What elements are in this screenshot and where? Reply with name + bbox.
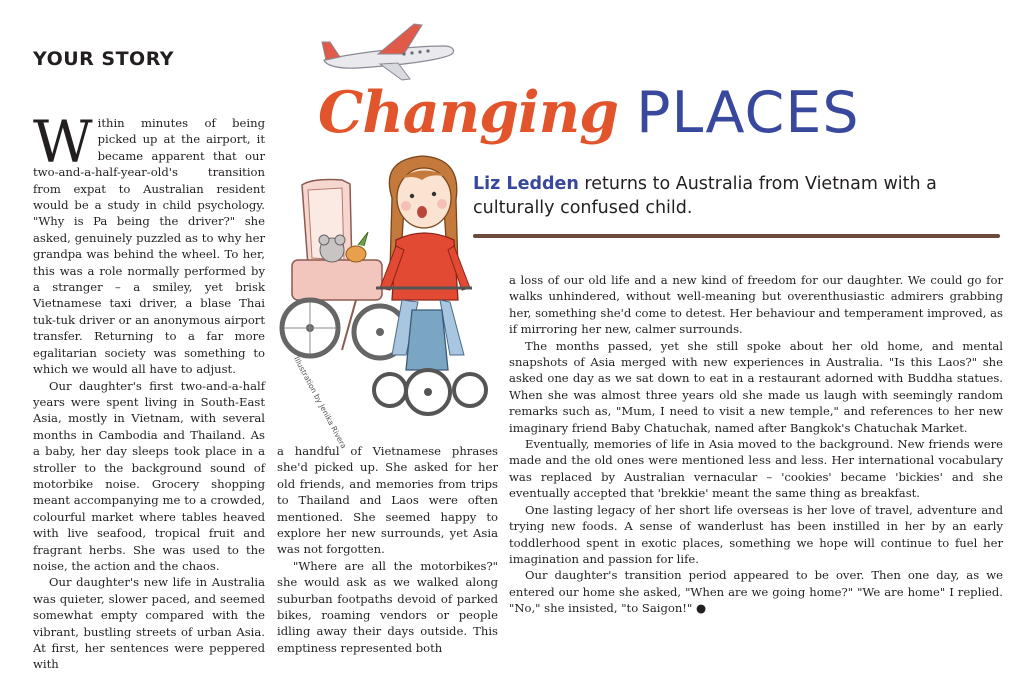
paragraph: Our daughter's transition period appeared to be over. Then one day, as we entered our home she asked, "When are we going home?" "We are home" I replied. "No," she insisted, "to Saigon!" ●	[509, 568, 1003, 616]
article-column-2	[277, 443, 498, 656]
headline	[318, 79, 860, 146]
standfirst	[473, 172, 993, 220]
paragraph: One lasting legacy of her short life overseas is her love of travel, adventure and trying new foods. A sense of wanderlust has been instilled in her by an early toddlerhood spent in exotic places, something we hope will continue to fuel her imagination and passion for life.	[509, 502, 1003, 566]
article-column-1	[33, 108, 265, 673]
headline-changing: Changing	[318, 79, 618, 146]
headline-places: PLACES	[636, 80, 860, 146]
divider-rule	[473, 234, 1000, 238]
paragraph: Our daughter's first two-and-a-half years were spent living in South-East Asia, mostly in Vietnam, with several months in Cambodia and Thailand. As a baby, her day sleeps took place in a stroller to the background sound of motorbike noise. Grocery shopping meant accompanying me to a crowded, colourful market where tables heaved with live seafood, tropical fruit and fragrant herbs. She was used to the noise, the action and the chaos.	[33, 378, 265, 573]
paragraph: a loss of our old life and a new kind of freedom for our daughter. We could go for walks unhindered, without well-meaning but overenthusiastic admirers grabbing her, something she'd come to detest. Her behaviour and temperament improved, as if mirroring her new, calmer surrounds.	[509, 273, 1003, 337]
author-name: Liz Ledden	[473, 174, 579, 194]
paragraph: The months passed, yet she still spoke about her old home, and mental snapshots of Asia merged with new experiences in Australia. "Is this Laos?" she asked one day as we sat down to eat in a restaurant adorned with Buddha statues. When she was almost three years old she made us laugh with seemingly random remarks such as, "Mum, I need to visit a new temple," and references to her new imaginary friend Baby Chatuchak, named after Bangkok's Chatuchak Market.	[509, 338, 1003, 435]
paragraph	[33, 108, 265, 378]
paragraph: Eventually, memories of life in Asia moved to the background. New friends were made and the old ones were mentioned less and less. Her international vocabulary was replaced by Australian vernacular – 'cookies' became 'bickies' and she eventually accepted that 'brekkie' meant the same thing as breakfast.	[509, 437, 1003, 501]
girl-tricycle-illustration	[272, 150, 507, 440]
paragraph: "Where are all the motorbikes?" she would ask as we walked along suburban footpaths devoid of parked bikes, roaming vendors or people idling away their days outside. This emptiness represented both	[277, 558, 498, 655]
paragraph: a handful of Vietnamese phrases she'd picked up. She asked for her old friends, and memories from trips to Thailand and Laos were often mentioned. She seemed happy to explore her new surrounds, yet Asia was not forgotten.	[277, 444, 498, 557]
illustration-credit: Illustration by Jenika Rivera	[292, 355, 349, 451]
article-column-3	[509, 272, 1003, 617]
standfirst-text: returns to Australia from Vietnam with a culturally confused child.	[473, 174, 937, 218]
paragraph-text: ithin minutes of being picked up at the airport, it became apparent that our two-and-a-half-year-old's transition from expat to Australian resident would be a study in child psychology. "Why is Pa being the driver?" she asked, genuinely puzzled as to why her grandpa was behind the wheel. To her, this was a role normally performed by a stranger – a smiley, yet brisk Vietnamese taxi driver, a blase Thai tuk-tuk driver or an anonymous airport transfer. Returning to a far more egalitarian society was something to which we would all have to adjust.	[33, 116, 265, 377]
drop-cap: W	[33, 108, 93, 176]
airplane-icon	[318, 16, 458, 86]
paragraph: Our daughter's new life in Australia was quieter, slower paced, and seemed somewhat empty compared with the vibrant, bustling streets of urban Asia. At first, her sentences were peppered with	[33, 575, 265, 672]
section-label: YOUR STORY	[33, 48, 175, 70]
